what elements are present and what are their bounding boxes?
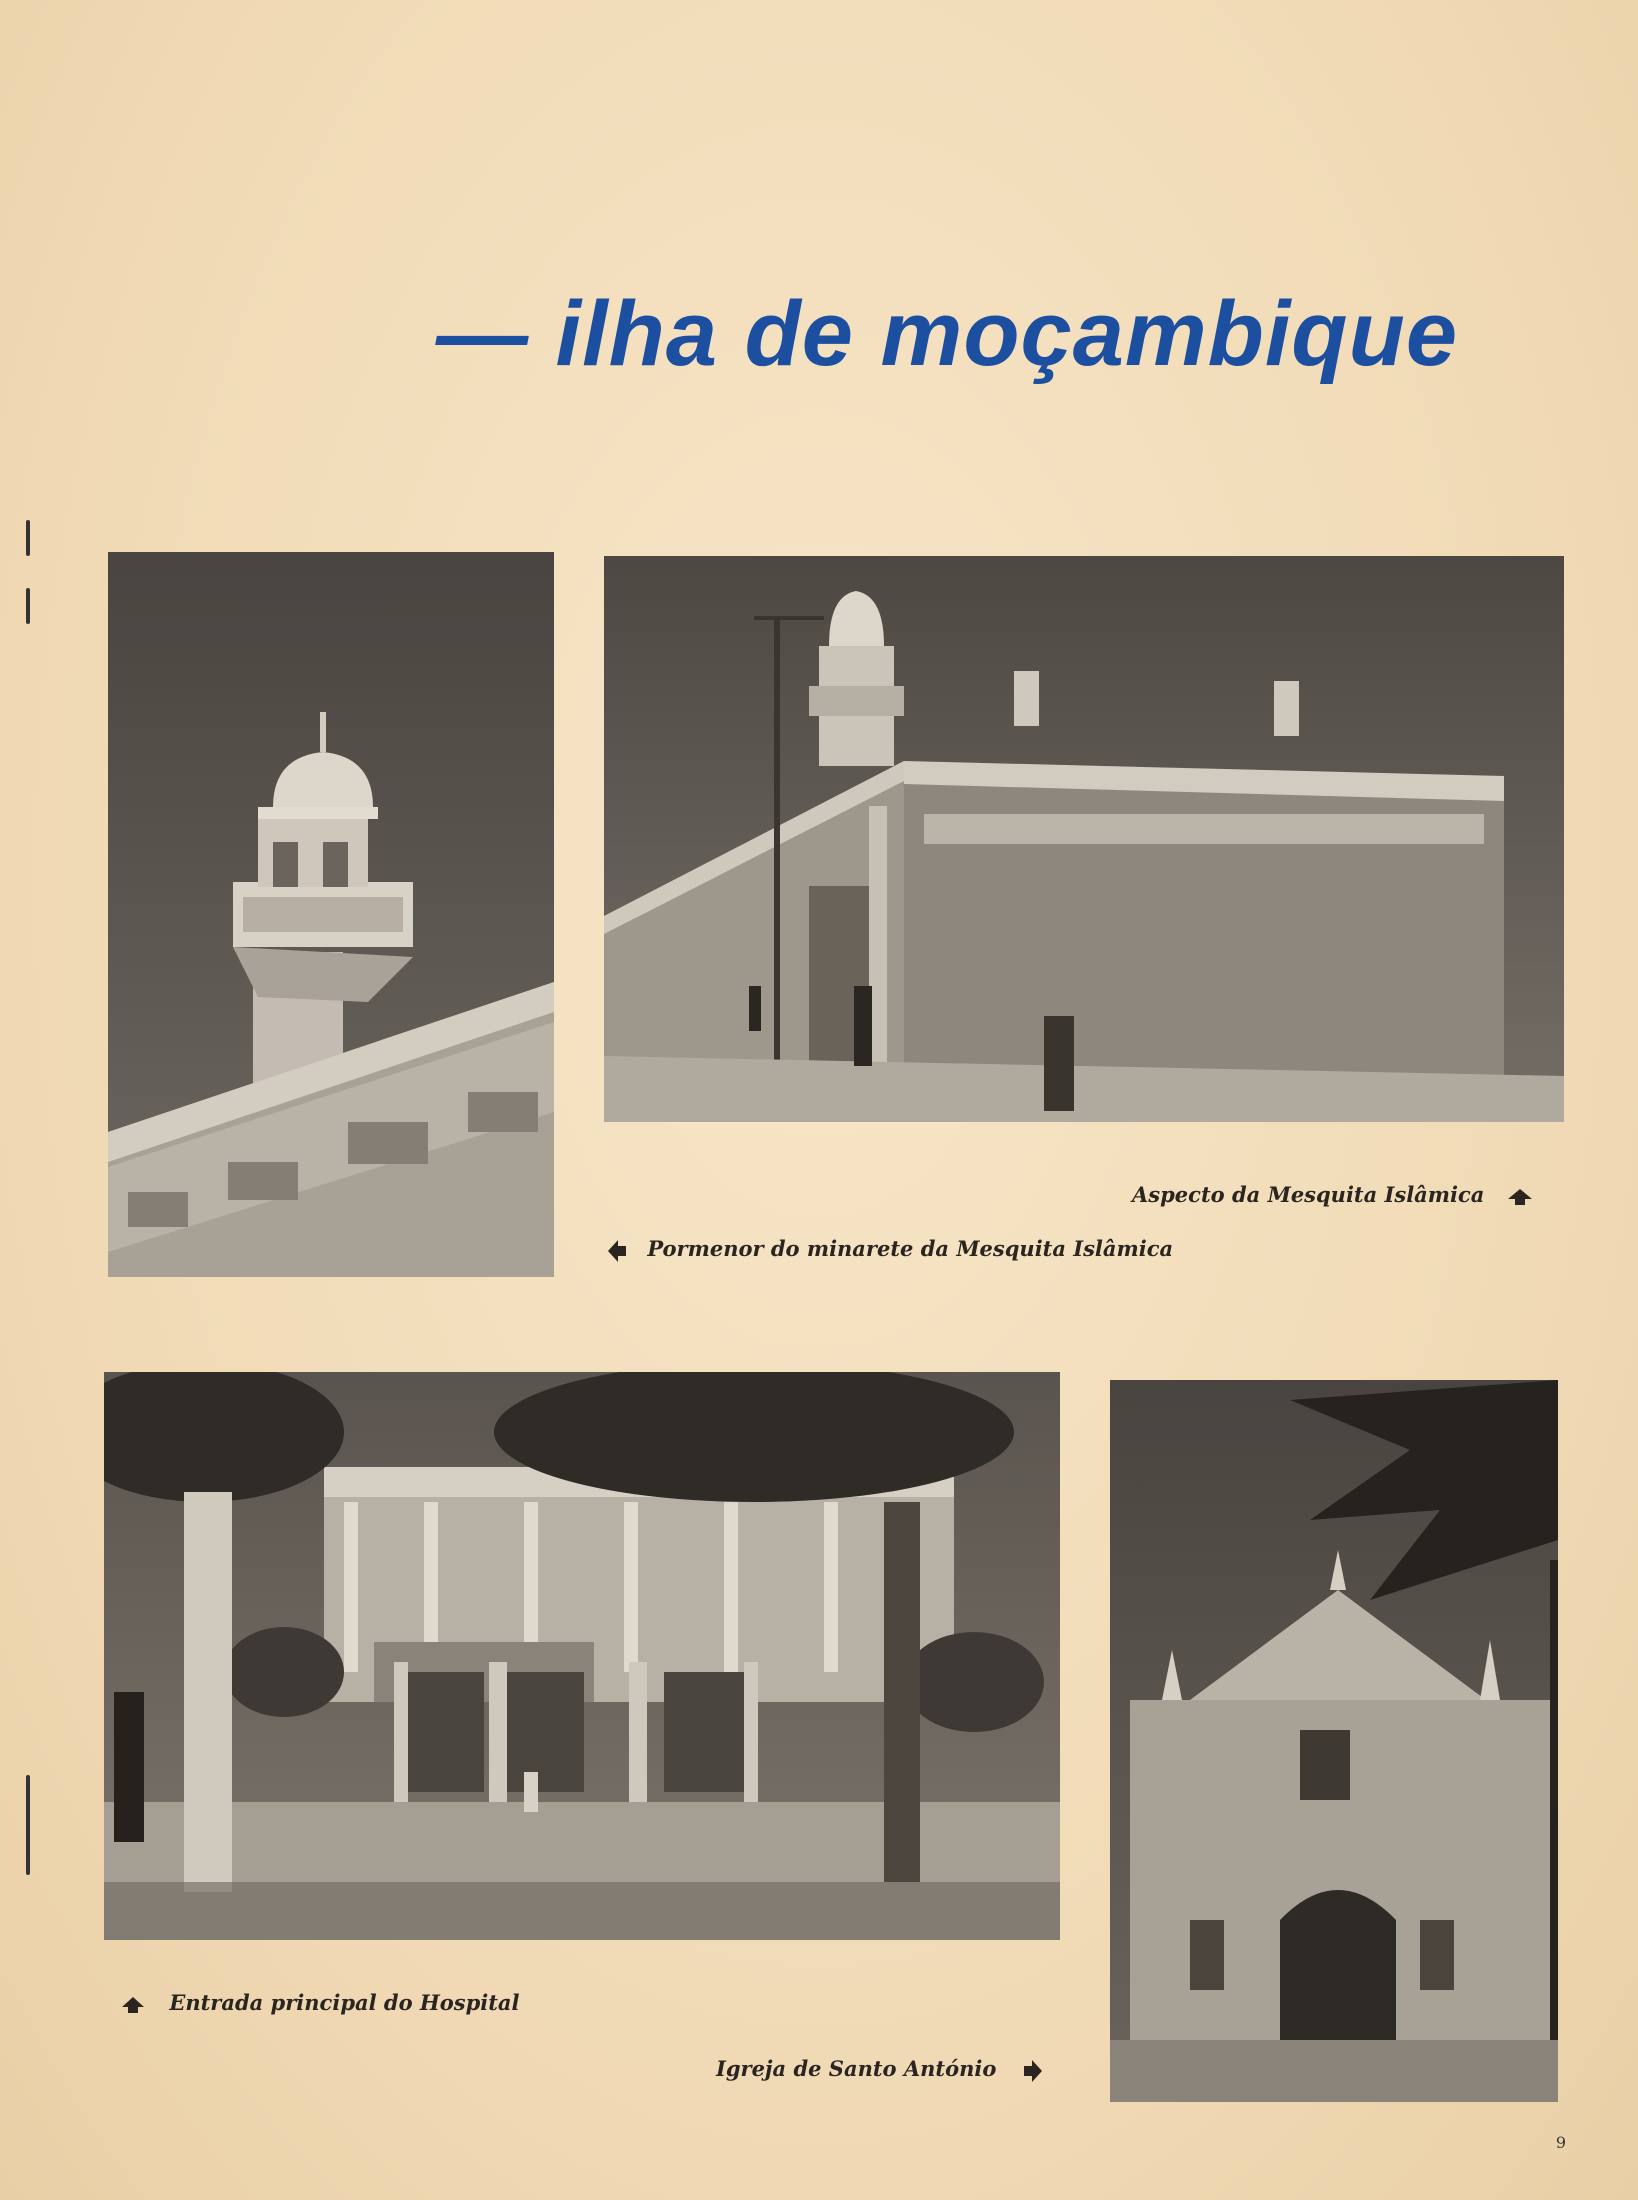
- caption-church-text: Igreja de Santo António: [716, 2056, 997, 2081]
- page-number: 9: [1555, 2133, 1566, 2152]
- caption-church: [716, 2056, 1044, 2084]
- show-through-block: [980, 440, 1011, 567]
- show-through-text: [120, 180, 137, 249]
- mosque-photo: [604, 556, 1564, 1122]
- binder-mark: [26, 520, 30, 556]
- arrow-left-icon: [606, 1238, 628, 1264]
- caption-hospital: [120, 1990, 520, 2015]
- binder-mark: [26, 1775, 30, 1875]
- binder-mark: [26, 588, 30, 624]
- caption-mosque-aspect: [1132, 1182, 1534, 1207]
- arrow-up-icon: [120, 1995, 146, 2015]
- arrow-up-icon: [1506, 1187, 1534, 1207]
- caption-hospital-text: Entrada principal do Hospital: [169, 1990, 520, 2015]
- arrow-right-icon: [1022, 2058, 1044, 2084]
- page-title: — ilha de moçambique: [436, 283, 1458, 385]
- minaret-photo: [108, 552, 554, 1277]
- caption-minaret-detail-text: Pormenor do minarete da Mesquita Islâmica: [647, 1236, 1174, 1261]
- caption-mosque-aspect-text: Aspecto da Mesquita Islâmica: [1132, 1182, 1485, 1207]
- hospital-photo: [104, 1372, 1060, 1940]
- caption-minaret-detail: [606, 1236, 1173, 1264]
- church-photo: [1110, 1380, 1558, 2102]
